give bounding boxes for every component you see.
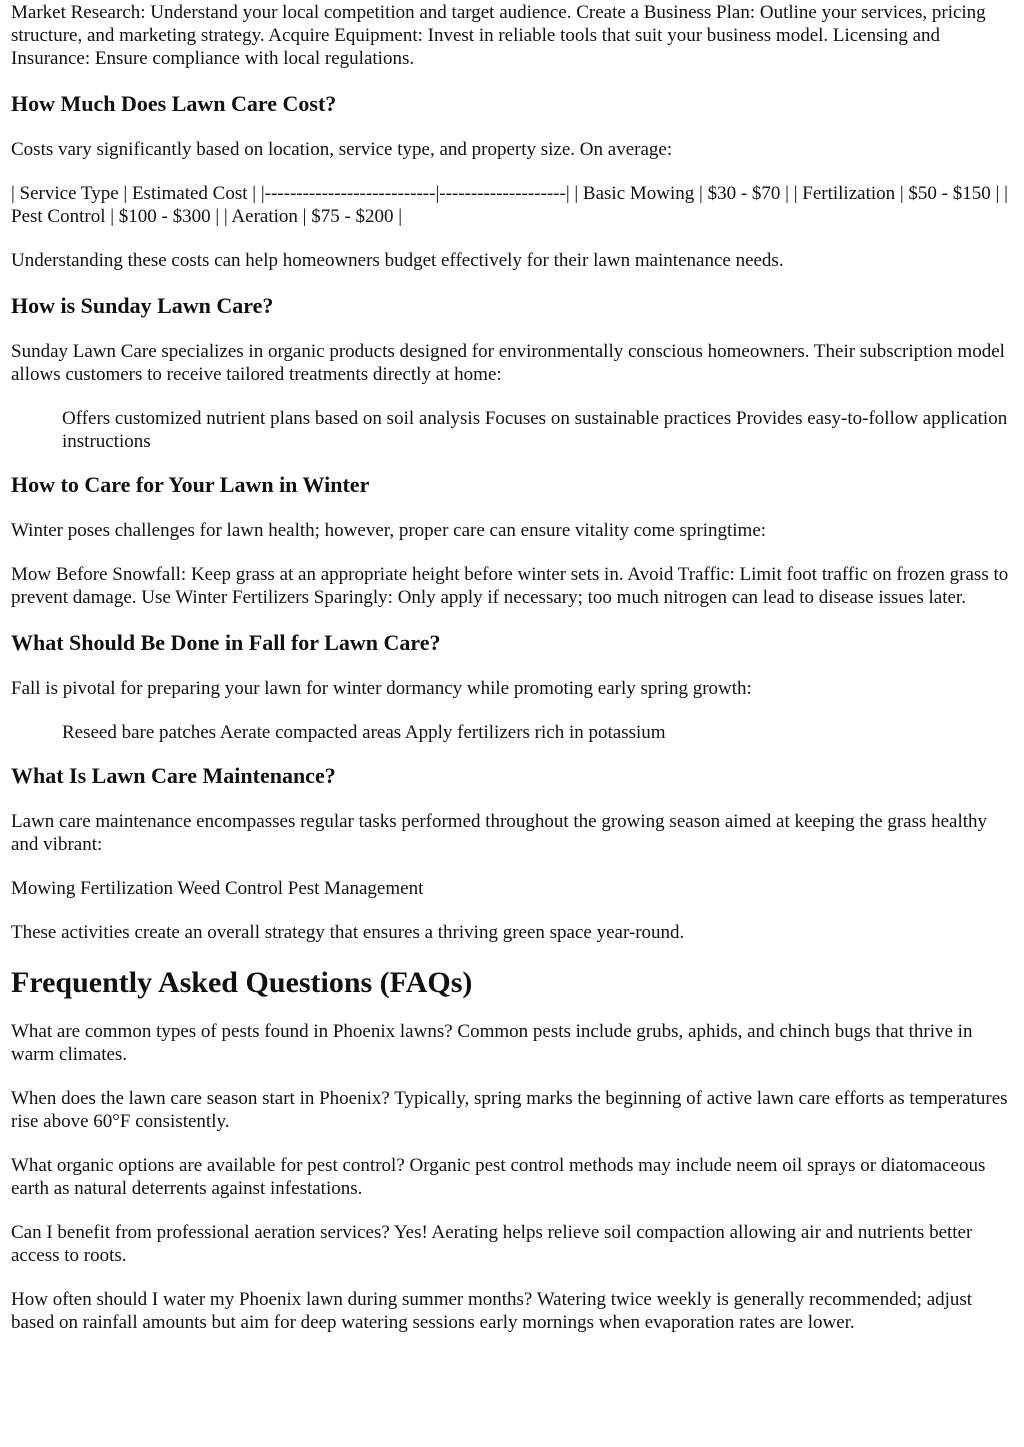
faq-item: What are common types of pests found in Phoenix lawns? Common pests include grubs, aphids, and chinch bugs that thrive in warm climates. [11,1021,973,1065]
fall-list: Reseed bare patches Aerate compacted areas Apply fertilizers rich in potassium [62,722,666,743]
faq-item: When does the lawn care season start in Phoenix? Typically, spring marks the beginning of active lawn care efforts as temperatures rise above 60°F consistently. [11,1088,1008,1132]
maintenance-heading: What Is Lawn Care Maintenance? [11,763,336,788]
faq-heading: Frequently Asked Questions (FAQs) [11,966,473,999]
winter-heading: How to Care for Your Lawn in Winter [11,472,370,497]
winter-tips: Mow Before Snowfall: Keep grass at an appropriate height before winter sets in. Avoid Traffic: Limit foot traffic on frozen grass to prevent damage. Use Winter Fertilizers Sparingly: Only apply if necessary; too much nitrogen can lead to disease issues later. [11,564,1009,608]
intro-paragraph: Market Research: Understand your local competition and target audience. Create a Business Plan: Outline your services, pricing structure, and marketing strategy. Acquire Equipment: Invest in reliable tools that suit your business model. Licensing and Insurance: Ensure compliance with local regulations. [11,2,986,69]
winter-intro: Winter poses challenges for lawn health; however, proper care can ensure vitality come springtime: [11,520,767,541]
cost-table-text: | Service Type | Estimated Cost | |---------------------------|--------------------| | Basic Mowing | $30 - $70 | | Fertilization | $50 - $150 | | Pest Control | $100 - $300 | | Aeration | $75 - $200 | [11,183,1008,227]
fall-intro: Fall is pivotal for preparing your lawn for winter dormancy while promoting early spring growth: [11,678,752,699]
sunday-intro: Sunday Lawn Care specializes in organic products designed for environmentally conscious homeowners. Their subscription model allows customers to receive tailored treatments directly at home: [11,341,1005,385]
faq-item: Can I benefit from professional aeration services? Yes! Aerating helps relieve soil compaction allowing air and nutrients better access to roots. [11,1222,973,1266]
fall-heading: What Should Be Done in Fall for Lawn Care? [11,630,441,655]
sunday-heading: How is Sunday Lawn Care? [11,293,274,318]
faq-item: What organic options are available for pest control? Organic pest control methods may include neem oil sprays or diatomaceous earth as natural deterrents against infestations. [11,1155,986,1199]
cost-outro: Understanding these costs can help homeowners budget effectively for their lawn maintenance needs. [11,250,784,271]
cost-heading: How Much Does Lawn Care Cost? [11,91,337,116]
maintenance-outro: These activities create an overall strategy that ensures a thriving green space year-round. [11,922,685,943]
article-body [0,1,1024,1334]
faq-item: How often should I water my Phoenix lawn during summer months? Watering twice weekly is generally recommended; adjust based on rainfall amounts but aim for deep watering sessions early mornings when evaporation rates are lower. [11,1289,973,1333]
maintenance-tasks: Mowing Fertilization Weed Control Pest Management [11,878,424,899]
maintenance-intro: Lawn care maintenance encompasses regular tasks performed throughout the growing season aimed at keeping the grass healthy and vibrant: [11,811,988,855]
cost-intro: Costs vary significantly based on location, service type, and property size. On average: [11,139,673,160]
sunday-list: Offers customized nutrient plans based on soil analysis Focuses on sustainable practices Provides easy-to-follow application instructions [62,408,1008,452]
